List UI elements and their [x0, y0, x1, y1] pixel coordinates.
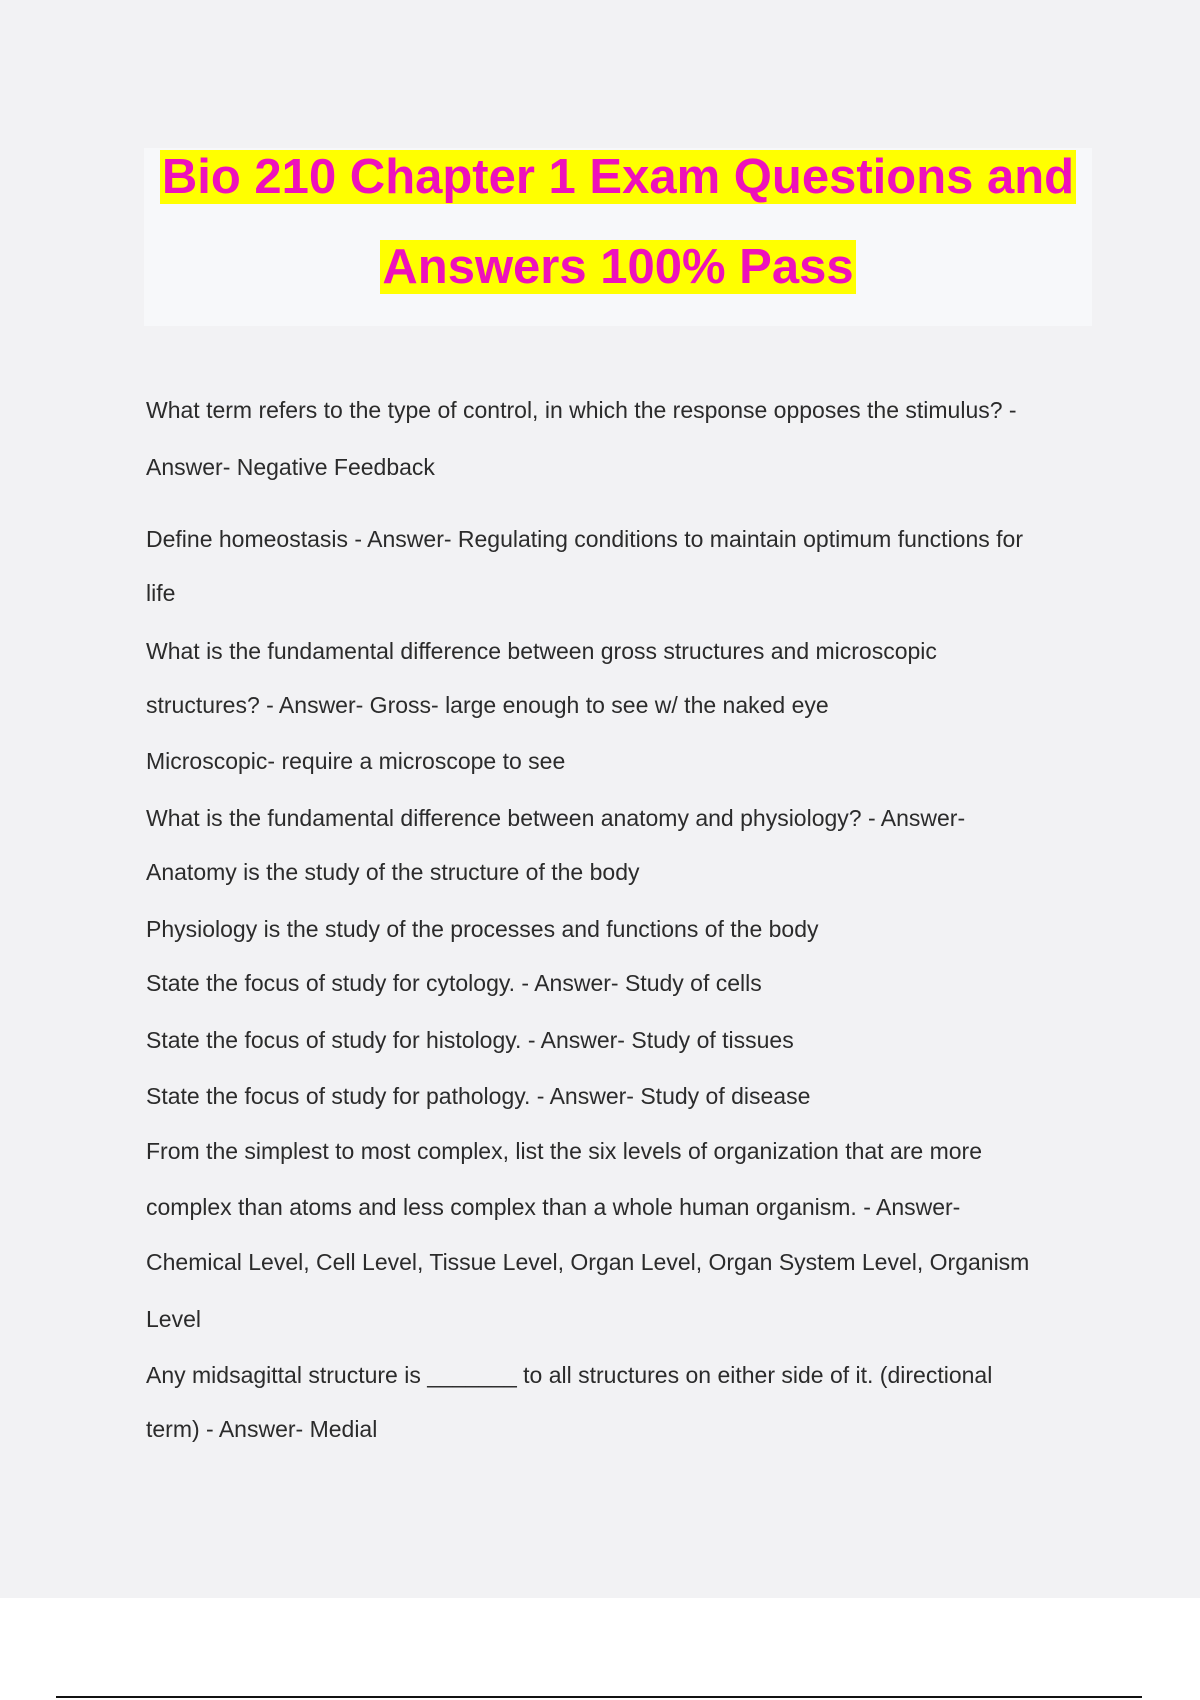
page-bottom-rule [56, 1696, 1142, 1698]
text-line: State the focus of study for cytology. - Answer- Study of cells [146, 970, 762, 996]
text-line: What is the fundamental difference between gross structures and microscopic [146, 638, 937, 664]
text-line: Level [146, 1306, 201, 1332]
text-line: Microscopic- require a microscope to see [146, 748, 566, 774]
text-line: Any midsagittal structure is _______ to all structures on either side of it. (directional [146, 1362, 993, 1388]
text-line: What term refers to the type of control, in which the response opposes the stimulus? - [146, 397, 1017, 423]
title-text-2: Answers 100% Pass [382, 240, 854, 294]
text-line: From the simplest to most complex, list the six levels of organization that are more [146, 1138, 982, 1164]
text-line: complex than atoms and less complex than a whole human organism. - Answer- [146, 1194, 961, 1220]
title-line-2 [144, 238, 1092, 296]
text-line: State the focus of study for histology. - Answer- Study of tissues [146, 1027, 794, 1053]
text-line: Define homeostasis - Answer- Regulating conditions to maintain optimum functions for [146, 526, 1023, 552]
text-line: Answer- Negative Feedback [146, 454, 435, 480]
text-line: Anatomy is the study of the structure of the body [146, 859, 640, 885]
title-text-1: Bio 210 Chapter 1 Exam Questions and [161, 150, 1075, 204]
text-line: What is the fundamental difference between anatomy and physiology? - Answer- [146, 805, 966, 831]
text-line: life [146, 580, 176, 606]
title-block [144, 148, 1092, 326]
title-line-1 [144, 148, 1092, 206]
text-line: Chemical Level, Cell Level, Tissue Level, Organ Level, Organ System Level, Organism [146, 1249, 1030, 1275]
text-line: Physiology is the study of the processes and functions of the body [146, 916, 819, 942]
text-line: structures? - Answer- Gross- large enough to see w/ the naked eye [146, 692, 829, 718]
text-line: term) - Answer- Medial [146, 1416, 378, 1442]
text-line: State the focus of study for pathology. - Answer- Study of disease [146, 1083, 811, 1109]
